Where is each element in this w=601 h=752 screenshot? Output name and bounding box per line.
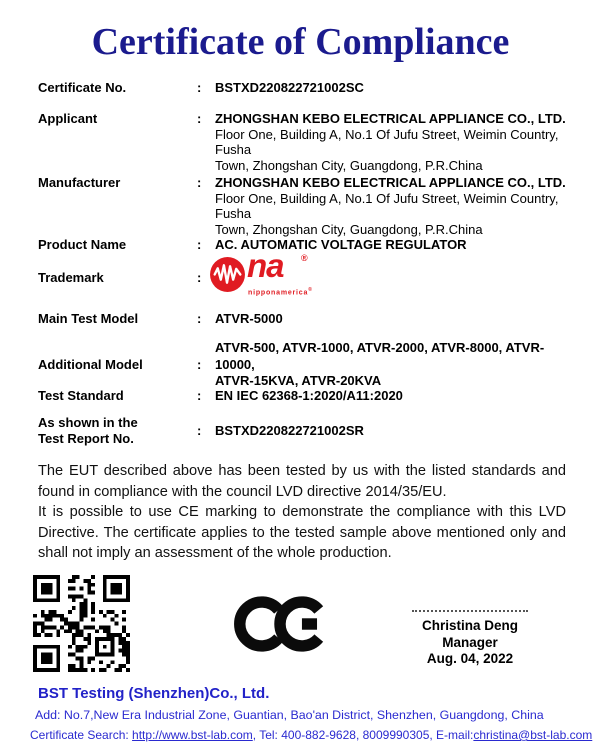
compliance-statement — [38, 461, 566, 564]
registered-mark-icon: ® — [308, 287, 313, 293]
field-colon: : — [197, 270, 202, 286]
field-label: Test Standard — [38, 388, 124, 403]
field-value: BSTXD220822721002SC — [215, 80, 364, 95]
field-label: Additional Model — [38, 357, 143, 372]
field-value: AC. AUTOMATIC VOLTAGE REGULATOR — [215, 237, 467, 252]
brand-subtext: nipponamerica® — [248, 287, 313, 297]
field-label: Main Test Model — [38, 311, 139, 326]
page-title: Certificate of Compliance — [91, 21, 510, 63]
field-certificate-no — [38, 80, 568, 96]
search-prefix: Certificate Search: — [30, 728, 133, 742]
footer-certificate-search — [30, 728, 592, 742]
signature-block — [388, 601, 552, 668]
applicant-address-line1: Floor One, Building A, No.1 Of Jufu Street, Weimin Country, Fusha — [215, 126, 559, 157]
field-label: Manufacturer — [38, 175, 121, 190]
field-trademark — [38, 247, 568, 301]
signature-date: Aug. 04, 2022 — [426, 651, 514, 666]
ce-marking-icon — [234, 592, 326, 656]
field-colon: : — [197, 388, 202, 403]
field-colon: : — [197, 80, 202, 95]
field-value — [215, 340, 568, 390]
qr-code — [33, 575, 130, 672]
field-label: Certificate No. — [38, 80, 127, 95]
field-colon: : — [197, 422, 202, 438]
certificate-search-link[interactable]: http://www.bst-lab.com — [132, 728, 253, 742]
field-label: Applicant — [38, 111, 98, 126]
field-value — [215, 175, 568, 237]
applicant-address-line2: Town, Zhongshan City, Guangdong, P.R.China — [215, 157, 483, 173]
contact-email-link[interactable]: christina@bst-lab.com — [473, 728, 593, 742]
registered-mark-icon: ® — [301, 253, 308, 263]
applicant-company: ZHONGSHAN KEBO ELECTRICAL APPLIANCE CO., LTD. — [215, 111, 566, 126]
field-colon: : — [197, 175, 202, 190]
field-value: EN IEC 62368-1:2020/A11:2020 — [215, 388, 403, 403]
field-additional-model — [38, 340, 568, 390]
signatory-role: Manager — [442, 634, 498, 650]
manufacturer-address-line1: Floor One, Building A, No.1 Of Jufu Street, Weimin Country, Fusha — [215, 190, 559, 221]
field-label: Trademark — [38, 270, 104, 286]
field-test-report-no — [38, 415, 568, 446]
additional-model-line1: ATVR-500, ATVR-1000, ATVR-2000, ATVR-8000, ATVR-10000, — [215, 340, 545, 372]
search-middle: , Tel: 400-882-9628, 8009990305, E-mail: — [252, 728, 474, 742]
field-value: BSTXD220822721002SR — [215, 422, 364, 438]
statement-paragraph-2: It is possible to use CE marking to demonstrate the compliance with this LVD Directive. The certificate applies to the tested sample above mentioned only and shall not imply an assessment of the whole production. — [38, 504, 566, 562]
trademark-logo — [209, 247, 568, 301]
brand-wordmark: na — [247, 247, 284, 284]
statement-paragraph-1: The EUT described above has been tested by us with the listed standards and found in compliance with the council LVD directive 2014/35/EU. — [38, 463, 566, 500]
field-label: As shown in the Test Report No. — [38, 415, 138, 446]
additional-model-line2: ATVR-15KVA, ATVR-20KVA — [215, 373, 382, 388]
footer-company-name: BST Testing (Shenzhen)Co., Ltd. — [38, 685, 270, 702]
field-colon: : — [197, 311, 202, 326]
voltage-wave-icon — [209, 256, 246, 293]
field-applicant — [38, 111, 568, 173]
manufacturer-company: ZHONGSHAN KEBO ELECTRICAL APPLIANCE CO., LTD. — [215, 175, 566, 190]
field-value — [215, 111, 568, 173]
field-value: ATVR-5000 — [215, 311, 283, 326]
field-colon: : — [197, 237, 202, 252]
field-value — [215, 247, 568, 301]
signature-dotted-line — [412, 601, 528, 612]
field-manufacturer — [38, 175, 568, 237]
field-colon: : — [197, 357, 202, 372]
field-colon: : — [197, 111, 202, 126]
field-label: Product Name — [38, 237, 127, 252]
field-test-standard — [38, 388, 568, 404]
field-main-test-model — [38, 311, 568, 327]
signatory-name: Christina Deng — [421, 618, 518, 633]
manufacturer-address-line2: Town, Zhongshan City, Guangdong, P.R.China — [215, 221, 483, 237]
footer-company-address: Add: No.7,New Era Industrial Zone, Guantian, Bao'an District, Shenzhen, Guangdong, China — [35, 708, 544, 722]
